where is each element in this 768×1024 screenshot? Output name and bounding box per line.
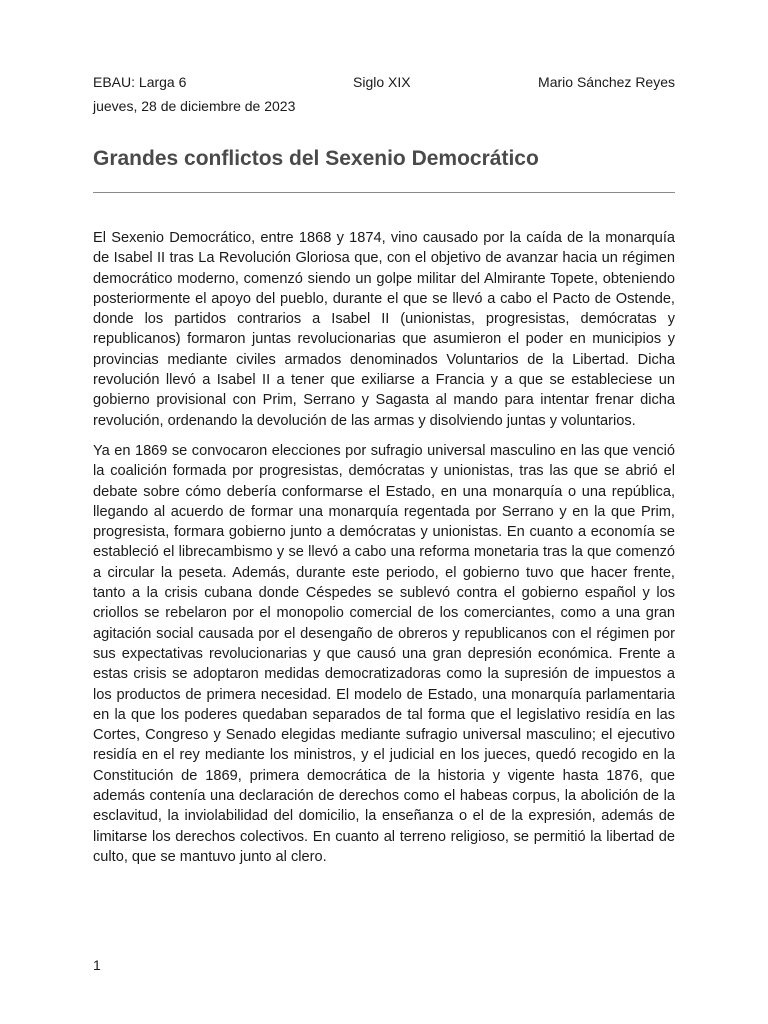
header-topic-label: Siglo XIX [353,74,411,90]
title-divider [93,192,675,193]
header-course-label: EBAU: Larga 6 [93,74,187,90]
document-date: jueves, 28 de diciembre de 2023 [93,98,296,114]
body-paragraph-1: El Sexenio Democrático, entre 1868 y 1874, vino causado por la caída de la monarquía de Isabel II tras La Revolución Gloriosa que, con el objetivo de avanzar hacia un régimen democrático moderno, comenzó siendo un golpe militar del Almirante Topete, obteniendo posteriormente el apoyo del pueblo, durante el que se llevó a cabo el Pacto de Ostende, donde los partidos contrarios a Isabel II (unionistas, progresistas, demócratas y republicanos) formaron juntas revolucionarias que asumieron el poder en municipios y provincias mediante civiles armados denominados Voluntarios de la Libertad. Dicha revolución llevó a Isabel II a tener que exiliarse a Francia y a que se estableciese un gobierno provisional con Prim, Serrano y Sagasta al mando para intentar frenar dicha revolución, ordenando la devolución de las armas y disolviendo juntas y voluntarios. [93,230,675,429]
body-paragraph-2: Ya en 1869 se convocaron elecciones por sufragio universal masculino en las que venció la coalición formada por progresistas, demócratas y unionistas, tras las que se abrió el debate sobre cómo debería conformarse el Estado, en una monarquía o una república, llegando al acuerdo de formar una monarquía regentada por Serrano y en la que Prim, progresista, formara gobierno junto a demócratas y unionistas. En cuanto a economía se estableció el librecambismo y se llevó a cabo una reforma monetaria tras la que comenzó a circular la peseta. Además, durante este periodo, el gobierno tuvo que hacer frente, tanto a la crisis cubana donde Céspedes se sublevó contra el gobierno español y los criollos se rebelaron por el monopolio comercial de los comerciantes, como a una gran agitación social causada por el desengaño de obreros y republicanos con el régimen por sus expectativas revolucionarias y que causó una gran depresión económica. Frente a estas crisis se adoptaron medidas democratizadoras como la supresión de impuestos a los productos de primera necesidad. El modelo de Estado, una monarquía parlamentaria en la que los poderes quedaban separados de tal forma que el legislativo residía en las Cortes, Congreso y Senado elegidas mediante sufragio universal masculino; el ejecutivo residía en el rey mediante los ministros, y el judicial en los jueces, quedó recogido en la Constitución de 1869, primera democrática de la historia y vigente hasta 1876, que además contenía una declaración de derechos como el habeas corpus, la abolición de la esclavitud, la inviolabilidad del domicilio, la enseñanza o el de la expresión, además de limitarse los derechos colectivos. En cuanto al terreno religioso, se permitió la libertad de culto, que se mantuvo junto al clero. [93,442,675,865]
header-author-label: Mario Sánchez Reyes [538,74,675,90]
document-title: Grandes conflictos del Sexenio Democrático [93,147,539,170]
page-number: 1 [93,957,101,973]
document-body [93,228,675,877]
page-header [93,72,675,92]
